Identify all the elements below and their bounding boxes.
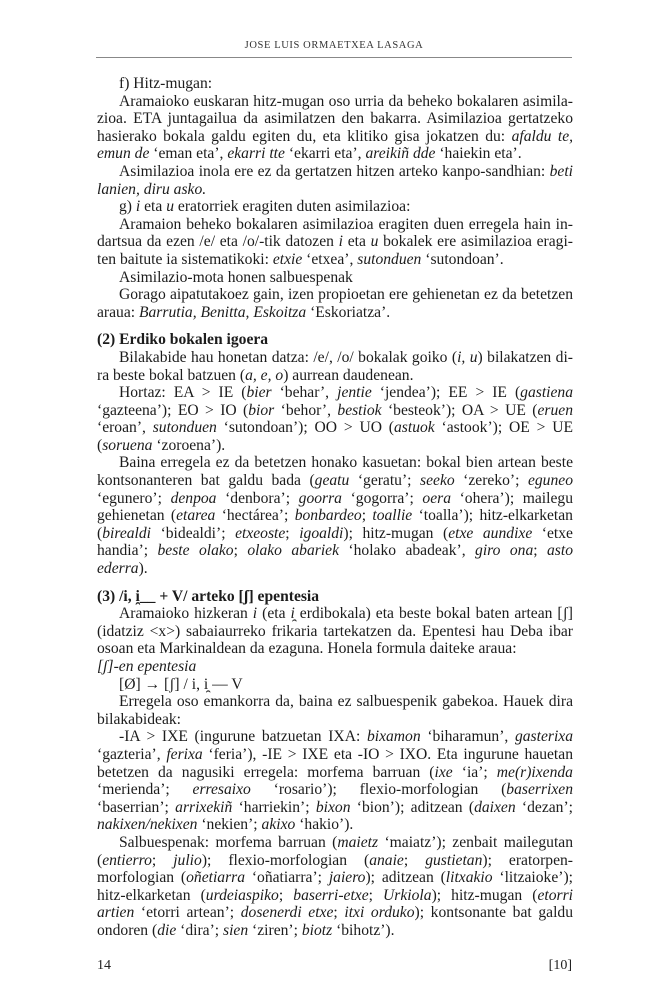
- italic-term: entierro: [102, 851, 152, 869]
- italic-term: bonbardeo: [294, 507, 362, 525]
- italic-term: arrixekiñ: [175, 798, 233, 816]
- paragraph: Aramaion beheko bokalaren asimilazioa eragiten duen erregela hain indartsua da ezen /e/ eta /o/-tik datozen i eta u bokalek ere asimilazioa eragiten baitute ia sistematikoki: etxie ‘etxea’, sutonduen ‘sutondoan’.: [97, 215, 573, 268]
- italic-term: ixe: [434, 763, 453, 781]
- italic-term: u: [166, 198, 175, 216]
- formula-title: [ʃ]-en epentesia: [97, 658, 197, 675]
- italic-term: daixen: [474, 798, 516, 816]
- italic-term: denpoa: [170, 489, 217, 507]
- italic-term: soruena: [102, 436, 153, 454]
- italic-term: litxakio: [445, 869, 493, 887]
- italic-term: etxie: [272, 250, 303, 268]
- paragraph: Aramaioko euskaran hitz-mugan oso urria da beheko bokalaren asimilazioa. ETA juntagailua da asimilatzen den bakarra. Asimilazioa gertatzeko hasierako bokala galdu egiten du, eta klitiko gisa jokatzen du: afaldu te, emun de ‘eman eta’, ekarri tte ‘ekarri eta’, areikiñ dde ‘haiekin eta’.: [97, 92, 574, 163]
- italic-term: giro ona: [475, 542, 534, 560]
- subsection-heading-f: f) Hitz-mugan:: [119, 75, 213, 92]
- italic-term: etxeoste: [235, 524, 286, 542]
- italic-term: eguneo: [527, 472, 573, 490]
- running-header: JOSE LUIS ORMAETXEA LASAGA: [244, 40, 424, 51]
- italic-term: gustietan: [425, 851, 483, 869]
- italic-term: jentie: [337, 384, 372, 402]
- paragraph: Salbuespenak: morfema barruan (maietz ‘maiatz’); zenbait mailegutan (entierro; julio); flexio-morfologian (anaie; gustietan); eratorpen-morfologian (oñetiarra ‘oñatiarra’; jaiero); aditzean (litxakio ‘litzaioke’); hitz-elkarketan (urdeiaspiko; baserri-etxe; Urkiola); hitz-mugan (etorri artien ‘etorri artean’; dosenerdi etxe; itxi orduko); kontsonante bat galdu ondoren (die ‘dira’; sien ‘ziren’; biotz ‘bihotz’).: [97, 833, 573, 939]
- italic-term: jaiero: [328, 869, 366, 887]
- italic-term: gastiena: [520, 384, 574, 402]
- italic-term: i: [135, 198, 141, 216]
- section-heading-2: (2) Erdiko bokalen igoera: [97, 331, 269, 349]
- paragraph: Baina erregela ez da betetzen honako kasuetan: bokal bien artean beste kontsonanteren bat galdu bada (geatu ‘geratu’; seeko ‘zereko’; eguneo ‘egunero’; denpoa ‘denbora’; goorra ‘gogorra’; oera ‘ohera’); mailegu gehienetan (etarea ‘hectárea’; bonbardeo; toallie ‘toalla’); hitz-elkarketan (birealdi ‘bidealdi’; etxeoste; igoaldi); hitz-mugan (etxe aundixe ‘etxe handia’; beste olako; olako abariek ‘holako abadeak’, giro ona; asto ederra).: [97, 454, 573, 578]
- italic-term: sien: [223, 921, 249, 939]
- italic-term: maietz: [337, 833, 379, 851]
- section-heading-3: (3) /i, i̯__ + V/ arteko [ʃ] epentesia: [97, 587, 320, 605]
- italic-term: biotz: [301, 921, 333, 939]
- italic-term: bier: [246, 384, 272, 402]
- italic-term: beste olako: [157, 542, 234, 560]
- page-number: 14: [97, 958, 111, 973]
- italic-term: i: [252, 605, 258, 623]
- italic-term: eruen: [537, 401, 574, 419]
- italic-term: astuok: [394, 419, 435, 437]
- italic-term: ekarri tte: [227, 145, 285, 163]
- italic-term: u: [370, 233, 379, 251]
- page-body: [97, 75, 573, 940]
- italic-term: geatu: [314, 472, 350, 490]
- italic-term: birealdi: [102, 524, 152, 542]
- italic-term: urdeiaspiko: [205, 886, 279, 904]
- italic-term: akixo: [261, 816, 296, 834]
- italic-term: julio: [173, 851, 202, 869]
- italic-term: etorri artien: [97, 886, 573, 922]
- italic-term: seeko: [420, 472, 455, 490]
- paragraph: Gorago aipatutakoez gain, izen propioetan ere gehienetan ez da betetzen araua: Barrutia, Benitta, Eskoitza ‘Eskoriatza’.: [97, 286, 573, 321]
- paragraph: Asimilazioa inola ere ez da gertatzen hitzen arteko kanpo-sandhian: beti lanien, diru asko.: [97, 162, 573, 198]
- italic-term: nakixen/nekixen: [97, 816, 198, 834]
- italic-term: a, e, o: [245, 366, 284, 384]
- italic-term: etarea: [176, 507, 216, 525]
- italic-term: igoaldi: [299, 524, 344, 542]
- italic-term: anaie: [369, 851, 404, 869]
- italic-term: baserrixen: [506, 781, 573, 799]
- italic-term: bior: [248, 401, 275, 419]
- italic-term: erresaixo: [192, 781, 251, 799]
- italic-term: bixamon: [366, 728, 421, 746]
- italic-term: i: [338, 233, 343, 251]
- italic-term: Barrutia, Benitta, Eskoitza: [138, 303, 307, 321]
- original-page-number: [10]: [548, 958, 572, 973]
- italic-term: dosenerdi etxe: [240, 904, 334, 922]
- italic-term: i̯: [290, 605, 295, 623]
- italic-term: oera: [422, 489, 451, 507]
- italic-term: me(r)ixenda: [496, 763, 573, 781]
- italic-term: goorra: [298, 489, 342, 507]
- italic-term: baserri-etxe: [293, 886, 369, 904]
- italic-term: bestiok: [337, 401, 382, 419]
- paragraph: Bilakabide hau honetan datza: /e/, /o/ bokalak goiko (i, u) bilakatzen dira beste bokal batzuen (a, e, o) aurrean daudenean.: [97, 348, 573, 384]
- italic-term: toallie: [372, 507, 413, 525]
- subsection-heading-g: g) i eta u eratorriek eragiten duten asimilazioa:: [119, 198, 411, 216]
- italic-term: itxi orduko: [344, 904, 415, 922]
- italic-term: gasterixa: [514, 728, 573, 746]
- italic-term: die: [157, 921, 177, 939]
- formula: [Ø] → [ʃ] / i, i̯ — V: [119, 675, 243, 693]
- italic-term: etxe aundixe: [448, 524, 533, 542]
- paragraph: Asimilazio-mota honen salbuespenak: [119, 268, 353, 286]
- italic-term: Urkiola: [383, 886, 432, 904]
- italic-term: olako abariek: [247, 542, 340, 560]
- italic-term: sutonduen: [357, 250, 422, 268]
- italic-term: beti lanien, diru asko.: [97, 162, 573, 198]
- paragraph: -IA > IXE (ingurune batzuetan IXA: bixamon ‘biharamun’, gasterixa ‘gazteria’, ferixa ‘feria’), -IE > IXE eta -IO > IXO. Eta ingurune hauetan betetzen da nagusiki erregela: morfema barruan (ixe ‘ia’; me(r)ixenda ‘merienda’; erresaixo ‘rosario’); flexio-morfologian (baserrixen ‘baserrian’; arrixekiñ ‘harriekin’; bixon ‘bion’); aditzean (daixen ‘dezan’; nakixen/nekixen ‘nekien’; akixo ‘hakio’).: [97, 728, 573, 834]
- italic-term: sutonduen: [152, 419, 217, 437]
- paragraph: Aramaioko hizkeran i (eta i̯ erdibokala) eta beste bokal baten artean [ʃ] (idatziz <x>) sabaiaurreko frikaria tartekatzen da. Epentesi hau Deba ibar osoan eta Markinaldean da ezaguna. Honela formula daiteke araua:: [97, 605, 573, 658]
- italic-term: afaldu te, emun de: [97, 127, 574, 163]
- paragraph: Erregela oso emankorra da, baina ez salbuespenik gabekoa. Hauek dira bilakabideak:: [97, 693, 573, 728]
- italic-term: asto ederra: [97, 542, 573, 578]
- italic-term: i, u: [457, 348, 478, 366]
- header-rule: [96, 57, 572, 58]
- italic-term: oñetiarra: [186, 869, 246, 887]
- italic-term: areikiñ dde: [365, 145, 436, 163]
- italic-term: bixon: [315, 798, 351, 816]
- paragraph: Hortaz: EA > IE (bier ‘behar’, jentie ‘jendea’); EE > IE (gastiena ‘gazteena’); EO > IO (bior ‘behor’, bestiok ‘besteok’); OA > UE (eruen ‘eroan’, sutonduen ‘sutondoan’); OO > UO (astuok ‘astook’); OE > UE (soruena ‘zoroena’).: [97, 384, 574, 454]
- italic-term: ferixa: [166, 745, 203, 763]
